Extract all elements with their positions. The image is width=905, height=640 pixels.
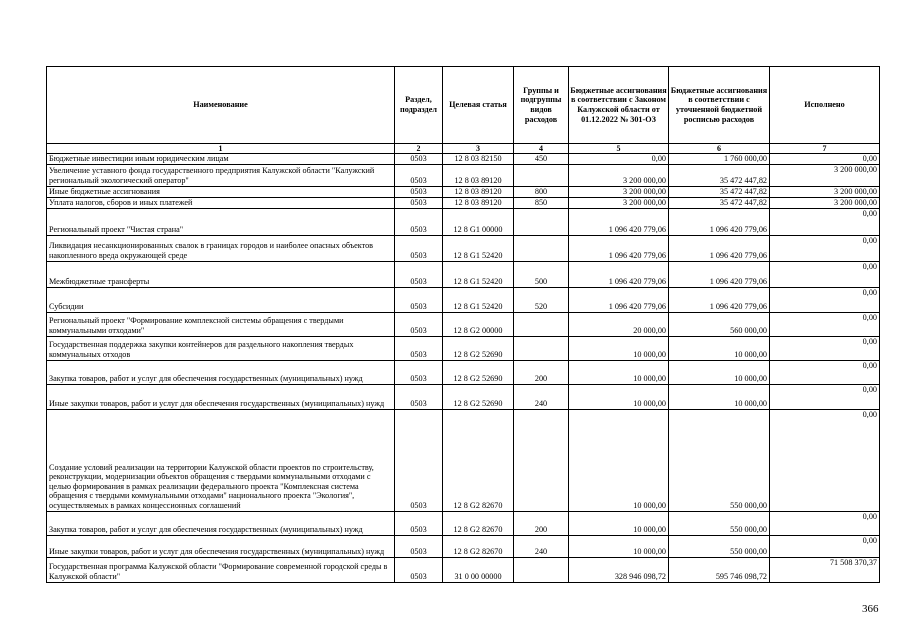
row-list-allocation: 35 472 447,82 [669, 164, 770, 186]
header-article: Целевая статья [443, 67, 514, 144]
column-number: 1 [47, 144, 395, 154]
row-law-allocation: 10 000,00 [569, 535, 669, 557]
row-name: Иные бюджетные ассигнования [47, 186, 395, 197]
row-group [514, 235, 569, 261]
row-list-allocation: 550 000,00 [669, 409, 770, 511]
row-group: 240 [514, 535, 569, 557]
row-group: 520 [514, 287, 569, 312]
row-list-allocation: 1 760 000,00 [669, 154, 770, 165]
row-section: 0503 [395, 164, 443, 186]
row-section: 0503 [395, 511, 443, 535]
row-executed: 0,00 [770, 154, 880, 165]
column-number: 6 [669, 144, 770, 154]
table-row [47, 164, 880, 186]
row-article: 12 8 G2 52690 [443, 360, 514, 384]
row-section: 0503 [395, 312, 443, 336]
budget-execution-table [46, 66, 880, 583]
row-article: 12 8 03 82150 [443, 154, 514, 165]
row-list-allocation: 560 000,00 [669, 312, 770, 336]
row-name: Субсидии [47, 287, 395, 312]
row-executed: 3 200 000,00 [770, 164, 880, 186]
row-group: 200 [514, 511, 569, 535]
row-group [514, 312, 569, 336]
row-name: Иные закупки товаров, работ и услуг для обеспечения государственных (муниципальных) нужд [47, 384, 395, 409]
row-section: 0503 [395, 154, 443, 165]
row-list-allocation: 10 000,00 [669, 384, 770, 409]
row-name: Создание условий реализации на территории Калужской области проектов по строительству, реконструкции, модернизации объектов обращения с твердыми коммунальными отходами с целью формирования в рамках реализации федерального проекта "Комплексная система обращения с твердыми коммунальными отходами" национального проекта "Экология", осуществляемых в рамках концессионных соглашений [47, 409, 395, 511]
row-group: 450 [514, 154, 569, 165]
table-row [47, 336, 880, 360]
row-group [514, 336, 569, 360]
table-row [47, 208, 880, 235]
row-group [514, 164, 569, 186]
row-section: 0503 [395, 336, 443, 360]
row-law-allocation: 10 000,00 [569, 360, 669, 384]
row-group: 200 [514, 360, 569, 384]
table-row [47, 261, 880, 287]
row-list-allocation: 35 472 447,82 [669, 186, 770, 197]
row-law-allocation: 0,00 [569, 154, 669, 165]
row-list-allocation: 35 472 447,82 [669, 197, 770, 208]
row-group [514, 557, 569, 582]
row-article: 12 8 G2 82670 [443, 511, 514, 535]
row-law-allocation: 3 200 000,00 [569, 164, 669, 186]
row-name: Региональный проект "Чистая страна" [47, 208, 395, 235]
row-group [514, 409, 569, 511]
row-list-allocation: 1 096 420 779,06 [669, 235, 770, 261]
column-number: 2 [395, 144, 443, 154]
row-article: 12 8 G1 52420 [443, 287, 514, 312]
header-name: Наименование [47, 67, 395, 144]
row-executed: 3 200 000,00 [770, 186, 880, 197]
row-section: 0503 [395, 535, 443, 557]
column-number: 7 [770, 144, 880, 154]
row-name: Региональный проект "Формирование комплексной системы обращения с твердыми коммунальными отходами" [47, 312, 395, 336]
column-number: 3 [443, 144, 514, 154]
row-list-allocation: 550 000,00 [669, 535, 770, 557]
row-section: 0503 [395, 287, 443, 312]
row-section: 0503 [395, 235, 443, 261]
row-name: Уплата налогов, сборов и иных платежей [47, 197, 395, 208]
column-number-row [47, 144, 880, 154]
row-law-allocation: 10 000,00 [569, 511, 669, 535]
row-article: 12 8 G1 52420 [443, 235, 514, 261]
row-list-allocation: 10 000,00 [669, 336, 770, 360]
row-law-allocation: 10 000,00 [569, 384, 669, 409]
table-row [47, 511, 880, 535]
row-section: 0503 [395, 261, 443, 287]
row-group [514, 208, 569, 235]
row-article: 12 8 03 89120 [443, 164, 514, 186]
table-row [47, 287, 880, 312]
row-law-allocation: 10 000,00 [569, 336, 669, 360]
row-name: Увеличение уставного фонда государственного предприятия Калужской области "Калужский региональный экологический оператор" [47, 164, 395, 186]
row-executed: 0,00 [770, 409, 880, 511]
row-executed: 0,00 [770, 312, 880, 336]
row-section: 0503 [395, 557, 443, 582]
row-section: 0503 [395, 384, 443, 409]
row-executed: 0,00 [770, 208, 880, 235]
table-row [47, 186, 880, 197]
row-executed: 0,00 [770, 384, 880, 409]
row-article: 31 0 00 00000 [443, 557, 514, 582]
row-article: 12 8 G1 00000 [443, 208, 514, 235]
table-header-row [47, 67, 880, 144]
row-name: Межбюджетные трансферты [47, 261, 395, 287]
page-number: 366 [862, 603, 879, 615]
row-name: Государственная программа Калужской области "Формирование современной городской среды в Калужской области" [47, 557, 395, 582]
row-name: Иные закупки товаров, работ и услуг для обеспечения государственных (муниципальных) нужд [47, 535, 395, 557]
row-list-allocation: 1 096 420 779,06 [669, 208, 770, 235]
table-row [47, 312, 880, 336]
header-executed: Исполнено [770, 67, 880, 144]
header-section: Раздел, подраздел [395, 67, 443, 144]
row-article: 12 8 G2 52690 [443, 384, 514, 409]
row-executed: 0,00 [770, 261, 880, 287]
row-group: 800 [514, 186, 569, 197]
row-executed: 71 508 370,37 [770, 557, 880, 582]
row-article: 12 8 03 89120 [443, 186, 514, 197]
row-law-allocation: 1 096 420 779,06 [569, 235, 669, 261]
row-list-allocation: 1 096 420 779,06 [669, 287, 770, 312]
row-name: Бюджетные инвестиции иным юридическим лицам [47, 154, 395, 165]
row-section: 0503 [395, 186, 443, 197]
row-article: 12 8 G2 82670 [443, 535, 514, 557]
row-executed: 0,00 [770, 535, 880, 557]
header-group: Группы и подгруппы видов расходов [514, 67, 569, 144]
row-law-allocation: 1 096 420 779,06 [569, 208, 669, 235]
table-row [47, 360, 880, 384]
table-body [47, 154, 880, 583]
row-article: 12 8 03 89120 [443, 197, 514, 208]
row-list-allocation: 1 096 420 779,06 [669, 261, 770, 287]
row-executed: 0,00 [770, 235, 880, 261]
row-group: 240 [514, 384, 569, 409]
table-row [47, 197, 880, 208]
table-row [47, 154, 880, 165]
row-executed: 3 200 000,00 [770, 197, 880, 208]
row-law-allocation: 3 200 000,00 [569, 197, 669, 208]
row-list-allocation: 595 746 098,72 [669, 557, 770, 582]
row-article: 12 8 G2 82670 [443, 409, 514, 511]
table-row [47, 235, 880, 261]
row-law-allocation: 3 200 000,00 [569, 186, 669, 197]
row-name: Закупка товаров, работ и услуг для обеспечения государственных (муниципальных) нужд [47, 511, 395, 535]
row-law-allocation: 1 096 420 779,06 [569, 261, 669, 287]
table-row [47, 535, 880, 557]
row-law-allocation: 1 096 420 779,06 [569, 287, 669, 312]
row-executed: 0,00 [770, 336, 880, 360]
row-executed: 0,00 [770, 360, 880, 384]
row-list-allocation: 550 000,00 [669, 511, 770, 535]
row-article: 12 8 G1 52420 [443, 261, 514, 287]
row-section: 0503 [395, 197, 443, 208]
row-name: Государственная поддержка закупки контейнеров для раздельного накопления твердых коммунальных отходов [47, 336, 395, 360]
row-list-allocation: 10 000,00 [669, 360, 770, 384]
row-law-allocation: 10 000,00 [569, 409, 669, 511]
header-law-allocations: Бюджетные ассигнования в соответствии с Законом Калужской области от 01.12.2022 № 301-ОЗ [569, 67, 669, 144]
row-article: 12 8 G2 00000 [443, 312, 514, 336]
table-row [47, 384, 880, 409]
row-law-allocation: 328 946 098,72 [569, 557, 669, 582]
row-group: 500 [514, 261, 569, 287]
row-law-allocation: 20 000,00 [569, 312, 669, 336]
row-section: 0503 [395, 360, 443, 384]
table-row [47, 557, 880, 582]
column-number: 4 [514, 144, 569, 154]
row-section: 0503 [395, 409, 443, 511]
header-list-allocations: Бюджетные ассигнования в соответствии с уточненной бюджетной росписью расходов [669, 67, 770, 144]
column-number: 5 [569, 144, 669, 154]
row-article: 12 8 G2 52690 [443, 336, 514, 360]
row-executed: 0,00 [770, 287, 880, 312]
row-section: 0503 [395, 208, 443, 235]
row-group: 850 [514, 197, 569, 208]
row-executed: 0,00 [770, 511, 880, 535]
row-name: Ликвидация несанкционированных свалок в границах городов и наиболее опасных объектов накопленного вреда окружающей среде [47, 235, 395, 261]
table-row [47, 409, 880, 511]
row-name: Закупка товаров, работ и услуг для обеспечения государственных (муниципальных) нужд [47, 360, 395, 384]
